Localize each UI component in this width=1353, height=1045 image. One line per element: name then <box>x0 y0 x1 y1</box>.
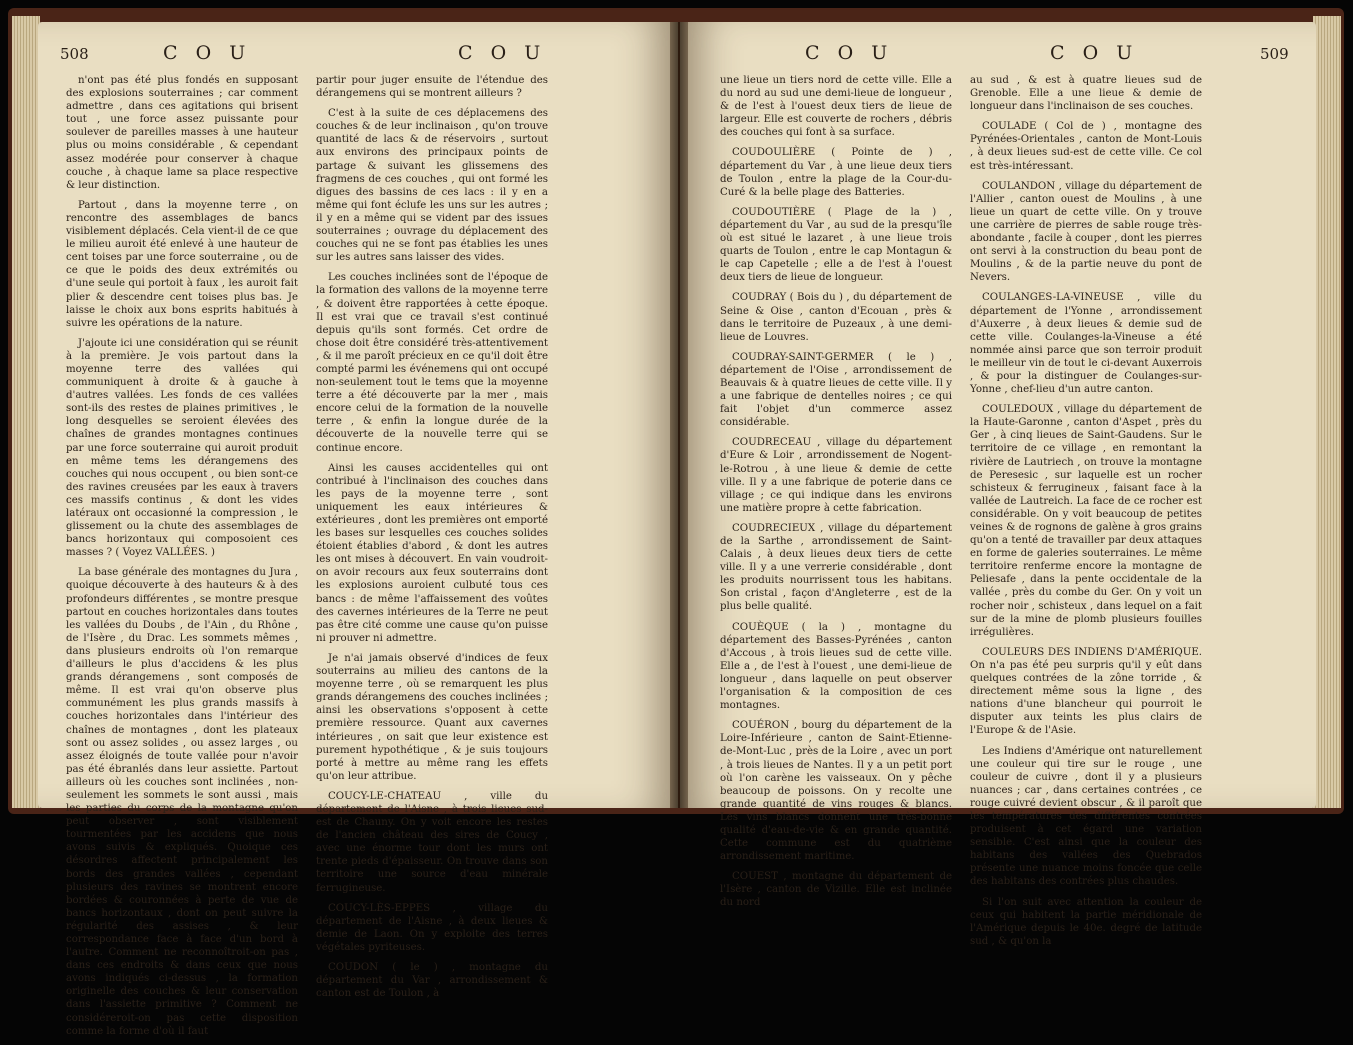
right-running-head <box>680 42 1316 66</box>
left-headword-1: C O U <box>163 42 252 64</box>
paragraph: au sud , & est à quatre lieues sud de Grenoble. Elle a une lieue & demie de longueur dans l'inclinaison de ses couches. <box>970 75 1202 113</box>
dictionary-entry: COUCY-LÈS-EPPES , village du département de l'Aisne , à deux lieues & demie de Laon. On y exploite des terres végétales pyriteuses. <box>316 902 548 953</box>
page-edges-left <box>12 16 40 808</box>
right-headword-1: C O U <box>805 42 894 64</box>
paragraph: partir pour juger ensuite de l'étendue des dérangemens qui se montrent ailleurs ? <box>316 75 548 100</box>
dictionary-entry: COUDOUTIÈRE ( Plage de la ) , département du Var , au sud de la presqu'île où est situé le lazaret , à une lieue trois quarts de Toulon , entre le cap Montagun & le cap Capetelle ; elle a de l'est à l'ouest deux tiers de lieue de longueur. <box>720 206 952 284</box>
right-page <box>680 22 1316 947</box>
right-headword-2: C O U <box>1050 42 1139 64</box>
book-gutter <box>670 22 688 808</box>
right-column-1 <box>720 74 952 917</box>
dictionary-entry: COUDRECEAU , village du département d'Eure & Loir , arrondissement de Nogent-le-Rotrou , à une lieue & demie de cette ville. Il y a une fabrique de poterie dans ce village ; ce qui indique dans les environs une matière propre à cette fabrication. <box>720 437 952 514</box>
paragraph: J'ajoute ici une considération qui se réunit à la première. Je vois partout dans la moyenne terre des vallées qui communiquent à droite & à gauche à d'autres vallées. Les fonds de ces vallées sont-ils des restes de plaines primitives , le long desquelles se seroient élevées des chaînes de grandes montagnes continues par une force souterraine qui auroit produit en même tems les dérangemens des couches qui nous occupent , ou bien sont-ce des ravines creusées par les eaux à travers ces massifs continus , & dont les vides latéraux ont occasionné la compression , le glissement ou la chute des assemblages de bancs horizontaux qui composoient ces masses ? ( Voyez VALLÉES. ) <box>66 337 298 559</box>
page-number-right: 509 <box>1260 45 1289 63</box>
paragraph: une lieue un tiers nord de cette ville. Elle a du nord au sud une demi-lieue de longueur , & de l'est à l'ouest deux tiers de lieue de largeur. Elle est couverte de rochers , débris des couches qui font à sa surface. <box>720 75 952 139</box>
dictionary-entry: COULEDOUX , village du département de la Haute-Garonne , canton d'Aspet , près du Ger , à cinq lieues de Saint-Gaudens. Sur le territoire de ce village , en remontant la rivière de Lautriech , on trouve la montagne de Peresesic , sur laquelle est un rocher schisteux & ferrugineux , faisant face à la vallée de Lautreich. La face de ce rocher est considérable. On y voit beaucoup de petites veines & de rognons de galène à gros grains qu'on a tenté de travailler par deux attaques en forme de galeries souterraines. Le même territoire renferme encore la montagne de Peliesafe , dans la pente occidentale de la vallée , près du combe du Ger. On y voit un rocher noir , schisteux , dans lequel on a fait sur de la mine de plomb plusieurs fouilles irrégulières. <box>970 404 1202 638</box>
paragraph: La base générale des montagnes du Jura , quoique découverte à des hauteurs & à des profondeurs différentes , se montre presque partout en couches horizontales dans toutes les vallées du Doubs , de l'Ain , du Rhône , de l'Isère , du Drac. Les sommets mêmes , dans plusieurs endroits où l'on remarque d'ailleurs le plus d'accidens & les plus grands dérangemens , sont composés de même. Il est vrai qu'on observe plus communément les plus grands massifs à couches horizontales dans l'intérieur des chaînes de montagnes , dont les plateaux sont ou assez solides , ou assez larges , ou assez éloignés de toute vallée pour n'avoir pas été ébranlés dans leur assiette. Partout ailleurs où les couches sont inclinées , non-seulement les sommets le sont aussi , mais les parties du corps de la montagne qu'on peut observer , sont visiblement tourmentées par les accidens que nous avons suivis & expliqués. Quoique ces désordres affectent principalement les bords des grandes vallées , cependant plusieurs des ravines se montrent encore bordées & couronnées à perte de vue de bancs horizontaux , dont on peut suivre la régularité des assises , & leur correspondance face à face d'un bord à l'autre. Comment ne reconnoîtroit-on pas , dans ces endroits & dans ceux que nous avons indiqués ci-dessus , la formation originelle des couches & leur conservation dans l'assiette primitive ? Comment ne considéreroit-on pas cette disposition comme la forme d'où il faut <box>66 567 298 1037</box>
dictionary-entry: COULANGES-LA-VINEUSE , ville du département de l'Yonne , arrondissement d'Auxerre , à deux lieues & demie sud de cette ville. Coulanges-la-Vineuse a été nommée ainsi parce que son terroir produit le meilleur vin de tout le ci-devant Auxerrois , & pour la distinguer de Coulanges-sur-Yonne , chef-lieu d'un autre canton. <box>970 292 1202 396</box>
dictionary-entry: COUÈQUE ( la ) , montagne du département des Basses-Pyrénées , canton d'Accous , à trois lieues sud de cette ville. Elle a , de l'est à l'ouest , une demi-lieue de longueur , dans laquelle on peut observer l'organisation & la composition de ces montagnes. <box>720 621 952 712</box>
dictionary-entry: COUEST , montagne du département de l'Isère , canton de Vizille. Elle est inclinée du nord <box>720 871 952 909</box>
dictionary-entry: COUDRAY ( Bois du ) , du département de Seine & Oise , canton d'Ecouan , près & dans le territoire de Puzeaux , à une demi-lieue de Louvres. <box>720 292 952 343</box>
dictionary-entry: COUDOULIÈRE ( Pointe de ) , département du Var , à une lieue deux tiers de Toulon , entre la plage de la Cour-du-Curé & la belle plage des Batteries. <box>720 147 952 198</box>
paragraph: Ainsi les causes accidentelles qui ont contribué à l'inclinaison des couches dans les pays de la moyenne terre , sont uniquement les eaux intérieures & extérieures , dont les premières ont emporté les bases sur lesquelles ces couches solides étoient établies d'abord , & dont les autres les ont mises à découvert. En vain voudroit-on avoir recours aux feux souterrains dont les explosions auroient culbuté tous ces bancs : de même l'affaissement des voûtes des cavernes intérieures de la Terre ne peut pas être cité comme une cause qu'on puisse ni prouver ni admettre. <box>316 462 548 644</box>
right-column-2 <box>970 74 1202 955</box>
paragraph: C'est à la suite de ces déplacemens des couches & de leur inclinaison , qu'on trouve quantité de lacs & de réservoirs , surtout aux environs des principaux points de partage & suivant les glissemens des fragmens de ces couches , qui ont formé les digues des bassins de ces lacs : il y en a même qui font éclufe les uns sur les autres ; il y en a même qui se vident par des issues souterraines ; ouvrage du déplacement des couches qui ne se font pas établies les unes sur les autres sans laisser des vides. <box>316 108 548 264</box>
dictionary-entry: COULADE ( Col de ) , montagne des Pyrénées-Orientales , canton de Mont-Louis , à deux lieues sud-est de cette ville. Ce col est très-intéressant. <box>970 121 1202 172</box>
dictionary-entry: COULEURS DES INDIENS D'AMÉRIQUE. On n'a pas été peu surpris qu'il y eût dans quelques contrées de la zône torride , & directement même sous la ligne , des nations d'une blancheur qui pourroit le disputer aux teints les plus clairs de l'Europe & de l'Asie. <box>970 646 1202 737</box>
dictionary-entry: COUDRECIEUX , village du département de la Sarthe , arrondissement de Saint-Calais , à deux lieues deux tiers de cette ville. Il y a une verrerie considérable , dont les produits nourrissent tous les habitans. Son cristal , façon d'Angleterre , est de la plus belle qualité. <box>720 522 952 613</box>
page-number-left: 508 <box>60 45 89 63</box>
page-edges-right <box>1313 16 1341 808</box>
paragraph: Si l'on suit avec attention la couleur de ceux qui habitent la partie méridionale de l'Amérique depuis le 40e. degré de latitude sud , & qu'on la <box>970 896 1202 947</box>
left-headword-2: C O U <box>458 42 547 64</box>
dictionary-entry: COULANDON , village du département de l'Allier , canton ouest de Moulins , à une lieue un quart de cette ville. On y trouve une carrière de pierres de sable rouge très-abondante , facile à couper , dont les pierres ont servi à la construction du beau pont de Moulins , & de la partie neuve du pont de Nevers. <box>970 180 1202 284</box>
paragraph: Partout , dans la moyenne terre , on rencontre des assemblages de bancs visiblement déplacés. Cela vient-il de ce que le milieu auroit été enlevé à une hauteur de cent toises par une force souterraine , ou de ce que le poids des deux extrémités ou d'une seule qui portoit à faux , les auroit fait plier & descendre cent toises plus bas. Je laisse le choix aux bons esprits habitués à suivre les opérations de la nature. <box>66 199 298 329</box>
dictionary-entry: COUCY-LE-CHATEAU , ville du département de l'Aisne , à trois lieues sud-est de Chauny. On y voit encore les restes de l'ancien château des sires de Coucy , avec une énorme tour dont les murs ont trente pieds d'épaisseur. On trouve dans son territoire une source d'eau minérale ferrugineuse. <box>316 790 548 894</box>
dictionary-entry: COUDRAY-SAINT-GERMER ( le ) , département de l'Oise , arrondissement de Beauvais & à quatre lieues de cette ville. Il y a une fabrique de dentelles noires ; ce qui fait l'objet d'un commerce assez considérable. <box>720 351 952 429</box>
paragraph: Les couches inclinées sont de l'époque de la formation des vallons de la moyenne terre , & doivent être rapportées à cette époque. Il est vrai que ce travail s'est continué depuis qu'ils sont formés. Cet ordre de chose doit être considéré très-attentivement , & il me paroît précieux en ce qu'il doit être compté parmi les événemens qui ont occupé non-seulement tout le tems que la moyenne terre a été découverte par la mer , mais encore celui de la formation de la nouvelle terre , & enfin la longue durée de la découverte de la nouvelle terre qui se continue encore. <box>316 272 548 454</box>
left-column-1 <box>66 74 298 1045</box>
paragraph: n'ont pas été plus fondés en supposant des explosions souterraines ; car comment admettre , dans ces agitations qui brisent tout , une force assez puissante pour soulever de pareilles masses à une hauteur plus ou moins considérable , & cependant assez modérée pour conserver à chaque couche , à chaque lame sa place respective & leur distinction. <box>66 75 298 191</box>
paragraph: Les Indiens d'Amérique ont naturellement une couleur qui tire sur le rouge , une couleur de cuivre , dont il y a plusieurs nuances ; car , dans certaines contrées , ce rouge cuivré devient obscur , & il paroît que les températures des différentes contrées produisent à cet égard une variation sensible. C'est ainsi que la couleur des habitans des vallées des Quebrados présente une nuance moins foncée que celle des habitans des contrées plus chaudes. <box>970 745 1202 888</box>
dictionary-entry: COUÉRON , bourg du département de la Loire-Inférieure , canton de Saint-Etienne-de-Mont-Luc , près de la Loire , avec un port , à trois lieues de Nantes. Il y a un petit port où l'on carène les vaisseaux. On y pêche beaucoup de poissons. On y recolte une grande quantité de vins rouges & blancs. Les vins blancs donnent une très-bonne qualité d'eau-de-vie & en grande quantité. Cette commune est du quatrième arrondissement maritime. <box>720 720 952 863</box>
paragraph: Je n'ai jamais observé d'indices de feux souterrains au milieu des cantons de la moyenne terre , où se remarquent les plus grands dérangemens des couches inclinées ; ainsi les observations s'opposent à cette première ressource. Quant aux cavernes intérieures , on sait que leur existence est purement hypothétique , & je suis toujours porté à mettre au même rang les effets qu'on leur attribue. <box>316 652 548 782</box>
left-running-head <box>38 42 678 66</box>
left-page <box>38 22 678 1037</box>
dictionary-entry: COUDON ( le ) , montagne du département du Var , arrondissement & canton est de Toulon , à <box>316 962 548 1000</box>
left-column-2 <box>316 74 548 1007</box>
